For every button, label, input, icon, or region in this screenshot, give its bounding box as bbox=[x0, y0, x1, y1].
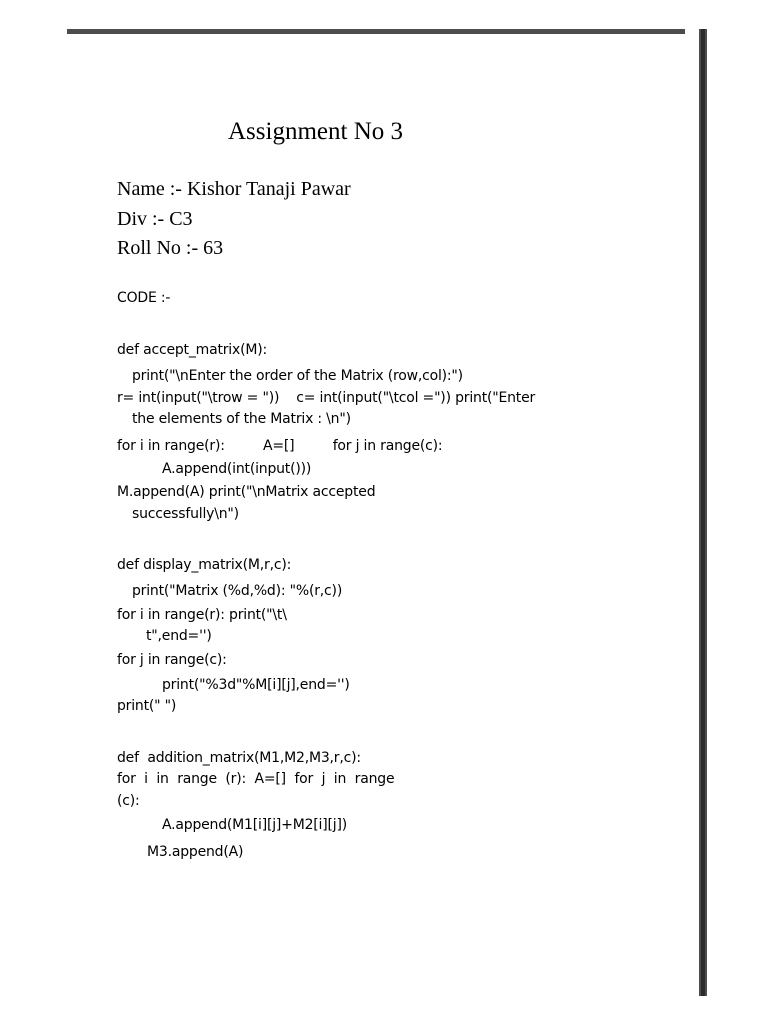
code-line: A.append(M1[i][j]+M2[i][j]) bbox=[162, 817, 347, 833]
code-line: M3.append(A) bbox=[147, 844, 244, 860]
code-line: A.append(int(input())) bbox=[162, 461, 312, 477]
code-line: def addition_matrix(M1,M2,M3,r,c): bbox=[117, 750, 361, 766]
div-line: Div :- C3 bbox=[117, 208, 193, 230]
code-line: def accept_matrix(M): bbox=[117, 342, 267, 358]
page-right-border bbox=[699, 29, 707, 996]
code-heading: CODE :- bbox=[117, 290, 171, 306]
code-line: t",end='') bbox=[146, 628, 212, 644]
code-line: print(" ") bbox=[117, 698, 177, 714]
code-line: M.append(A) print("\nMatrix accepted bbox=[117, 484, 376, 500]
code-line: for i in range(r): print("\t\ bbox=[117, 607, 287, 623]
code-line: def display_matrix(M,r,c): bbox=[117, 557, 292, 573]
code-line: print("\nEnter the order of the Matrix (row,col):") bbox=[132, 368, 463, 384]
code-line: (c): bbox=[117, 793, 140, 809]
roll-line: Roll No :- 63 bbox=[117, 237, 224, 259]
name-line: Name :- Kishor Tanaji Pawar bbox=[117, 178, 351, 200]
document-title: Assignment No 3 bbox=[228, 118, 403, 145]
code-line: for i in range (r): A=[] for j in range bbox=[117, 771, 395, 787]
code-line: the elements of the Matrix : \n") bbox=[132, 411, 351, 427]
code-line: print("Matrix (%d,%d): "%(r,c)) bbox=[132, 583, 343, 599]
page-top-border bbox=[67, 29, 685, 34]
code-line: for j in range(c): bbox=[117, 652, 227, 668]
code-line: print("%3d"%M[i][j],end='') bbox=[162, 677, 350, 693]
code-line: r= int(input("\trow = ")) c= int(input("\tcol =")) print("Enter bbox=[117, 390, 536, 406]
code-line: for i in range(r): A=[] for j in range(c): bbox=[117, 438, 443, 454]
code-line: successfully\n") bbox=[132, 506, 239, 522]
